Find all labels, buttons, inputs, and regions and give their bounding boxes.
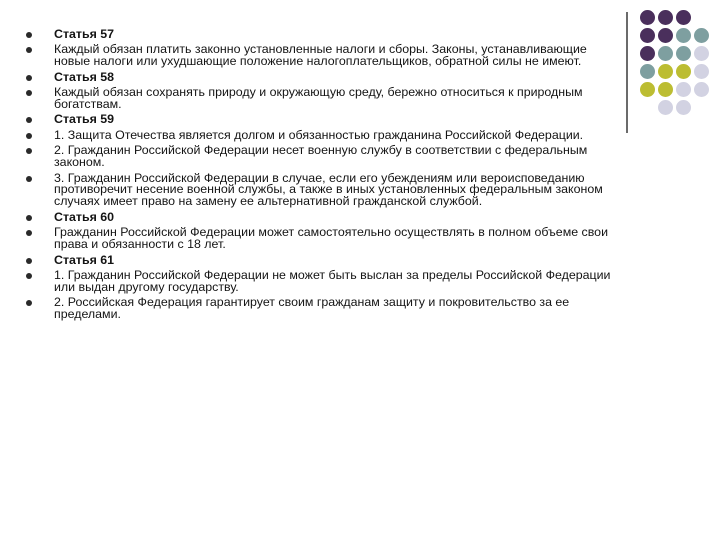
bullet-icon [26,300,32,306]
bullet-icon [26,148,32,154]
item-text: 2. Гражданин Российской Федерации несет военную службу в соответствии с федеральным законом. [54,143,588,170]
article-heading [22,252,617,267]
article-paragraph [22,227,617,251]
item-text: Каждый обязан сохранять природу и окружающую среду, бережно относиться к природным богатствам. [54,85,583,112]
decorative-dot [676,64,691,79]
bullet-icon [26,47,32,53]
article-paragraph [22,127,617,142]
decorative-dot [640,46,655,61]
bullet-icon [26,176,32,182]
item-text: 3. Гражданин Российской Федерации в случае, если его убеждениям или вероисповеданию противоречит несение военной службы, а также в иных установленных федеральным законом случаях имеет право на замену ее альтернативной гражданской службой. [54,170,603,209]
article-paragraph [22,87,617,111]
item-text: Статья 60 [54,209,115,224]
bullet-icon [26,90,32,96]
decorative-dot [640,10,655,25]
article-heading [22,114,617,126]
decorative-dot [640,64,655,79]
item-text: 2. Российская Федерация гарантирует своим гражданам защиту и покровительство за ее пределами. [54,295,570,322]
item-text: Гражданин Российской Федерации может самостоятельно осуществлять в полном объеме свои права и обязанности с 18 лет. [54,225,608,252]
decorative-dot [676,28,691,43]
article-heading [22,209,617,224]
decorative-dot [694,28,709,43]
decorative-dot [658,46,673,61]
item-text: Статья 61 [54,252,115,267]
bullet-icon [26,75,32,81]
decorative-dot [694,46,709,61]
decorative-dot [676,46,691,61]
item-text: Статья 59 [54,112,115,127]
bullet-icon [26,32,32,38]
article-heading [22,29,617,41]
article-paragraph [22,145,617,169]
bullet-icon [26,133,32,139]
decorative-dot [676,10,691,25]
decorative-dot [640,82,655,97]
vertical-divider [626,12,628,133]
article-paragraph [22,170,617,209]
article-paragraph [22,267,617,294]
bullet-icon [26,230,32,236]
article-paragraph [22,297,617,321]
article-list [22,29,617,325]
bullet-icon [26,273,32,279]
article-heading [22,69,617,84]
decorative-dot [658,64,673,79]
item-text: Статья 58 [54,69,115,84]
article-paragraph [22,44,617,68]
bullet-icon [26,117,32,123]
item-text: 1. Защита Отечества является долгом и обязанностью гражданина Российской Федерации. [54,127,584,142]
bullet-icon [26,258,32,264]
decorative-dot [640,28,655,43]
item-text: Статья 57 [54,27,115,41]
decorative-dot [676,100,691,115]
decorative-dot [658,82,673,97]
decorative-dot [658,28,673,43]
bullet-icon [26,215,32,221]
item-text: Каждый обязан платить законно установленные налоги и сборы. Законы, устанавливающие новые налоги или ухудшающие положение налогоплательщиков, обратной силы не имеют. [54,42,587,69]
decorative-dot [694,82,709,97]
decorative-dot [658,100,673,115]
item-text: 1. Гражданин Российской Федерации не может быть выслан за пределы Российской Федерации или выдан другому государству. [54,267,611,294]
decorative-dot [694,64,709,79]
decorative-dot [658,10,673,25]
decorative-dot [676,82,691,97]
